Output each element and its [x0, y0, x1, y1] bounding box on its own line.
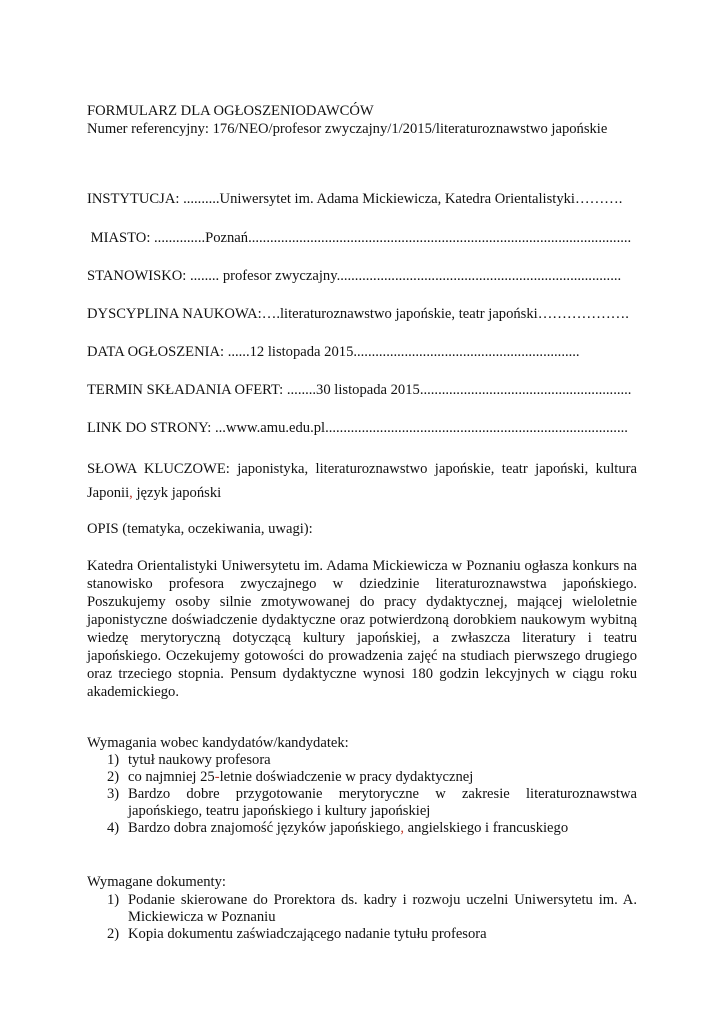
list-text-part: co najmniej 25	[128, 769, 215, 785]
institution-field: INSTYTUCJA: ..........Uniwersytet im. Adama Mickiewicza, Katedra Orientalistyki……….	[87, 191, 623, 207]
document-body	[87, 103, 637, 943]
list-text-part: angielskiego i francuskiego	[404, 820, 569, 836]
list-text: Bardzo dobre przygotowanie merytoryczne w zakresie literaturoznawstwa japońskiego, teatru japońskiego i kultury japońskiej	[128, 786, 637, 819]
list-number: 1)	[107, 752, 120, 768]
list-number: 3)	[107, 786, 120, 802]
requirements-list	[87, 752, 637, 837]
list-text	[128, 769, 637, 786]
list-text-part: letnie doświadczenie w pracy dydaktycznej	[219, 769, 474, 785]
documents-list	[87, 892, 637, 943]
keywords-comma-mark: ,	[129, 485, 133, 501]
documents-heading: Wymagane dokumenty:	[87, 874, 226, 890]
keywords-field	[87, 457, 637, 505]
dash-mark: -	[214, 769, 220, 785]
position-field: STANOWISKO: ........ profesor zwyczajny..............................................................................	[87, 268, 622, 284]
reference-number: Numer referencyjny: 176/NEO/profesor zwyczajny/1/2015/literaturoznawstwo japońskie	[87, 120, 608, 137]
form-title: FORMULARZ DLA OGŁOSZENIODAWCÓW	[87, 103, 374, 119]
description-label: OPIS (tematyka, oczekiwania, uwagi):	[87, 521, 313, 537]
keywords-text: SŁOWA KLUCZOWE: japonistyka, literaturoznawstwo japońskie, teatr japoński, kultura Japonii	[87, 461, 637, 501]
list-number: 2)	[107, 925, 120, 942]
list-number: 4)	[107, 820, 120, 836]
list-text-part: Bardzo dobra znajomość języków japońskiego	[128, 820, 401, 836]
discipline-field: DYSCYPLINA NAUKOWA:….literaturoznawstwo japońskie, teatr japoński……………….	[87, 306, 629, 322]
requirements-heading: Wymagania wobec kandydatów/kandydatek:	[87, 734, 349, 751]
comma-mark: ,	[400, 820, 404, 836]
list-text: Kopia dokumentu zaświadczającego nadanie tytułu profesora	[128, 925, 487, 942]
list-item	[87, 752, 637, 769]
list-number: 2)	[107, 769, 120, 785]
keywords-text-end: język japoński	[132, 485, 222, 501]
announcement-date-field: DATA OGŁOSZENIA: ......12 listopada 2015..............................................................	[87, 344, 580, 360]
website-link-field: LINK DO STRONY: ...www.amu.edu.pl...................................................................................	[87, 420, 628, 436]
deadline-field: TERMIN SKŁADANIA OFERT: ........30 listopada 2015..........................................................	[87, 382, 632, 398]
city-field: MIASTO: ..............Poznań.........................................................................................................	[87, 230, 632, 246]
list-item	[87, 926, 637, 943]
list-text: Podanie skierowane do Prorektora ds. kadry i rozwoju uczelni Uniwersytetu im. A. Mickiewicza w Poznaniu	[128, 891, 637, 925]
list-item	[87, 786, 637, 820]
list-text	[128, 820, 637, 837]
list-item	[87, 820, 637, 837]
list-number: 1)	[107, 891, 120, 908]
list-item	[87, 769, 637, 786]
list-item	[87, 892, 637, 926]
description-text: Katedra Orientalistyki Uniwersytetu im. Adama Mickiewicza w Poznaniu ogłasza konkurs na stanowisko profesora zwyczajnego w dziedzinie literaturoznawstwa japońskiego. Poszukujemy osoby silnie zmotywowanej do pracy dydaktycznej, mającej wieloletnie japonistyczne doświadczenie dydaktyczne oraz potwierdzoną dorobkiem naukowym wybitną wiedzę merytoryczną dotyczącą kultury japońskiej, a zwłaszcza literatury i teatru japońskiego. Oczekujemy gotowości do prowadzenia zajęć na studiach pierwszego drugiego oraz trzeciego stopnia. Pensum dydaktyczne wynosi 180 godzin lekcyjnych w ciągu roku akademickiego.	[87, 557, 637, 700]
list-text: tytuł naukowy profesora	[128, 752, 271, 768]
